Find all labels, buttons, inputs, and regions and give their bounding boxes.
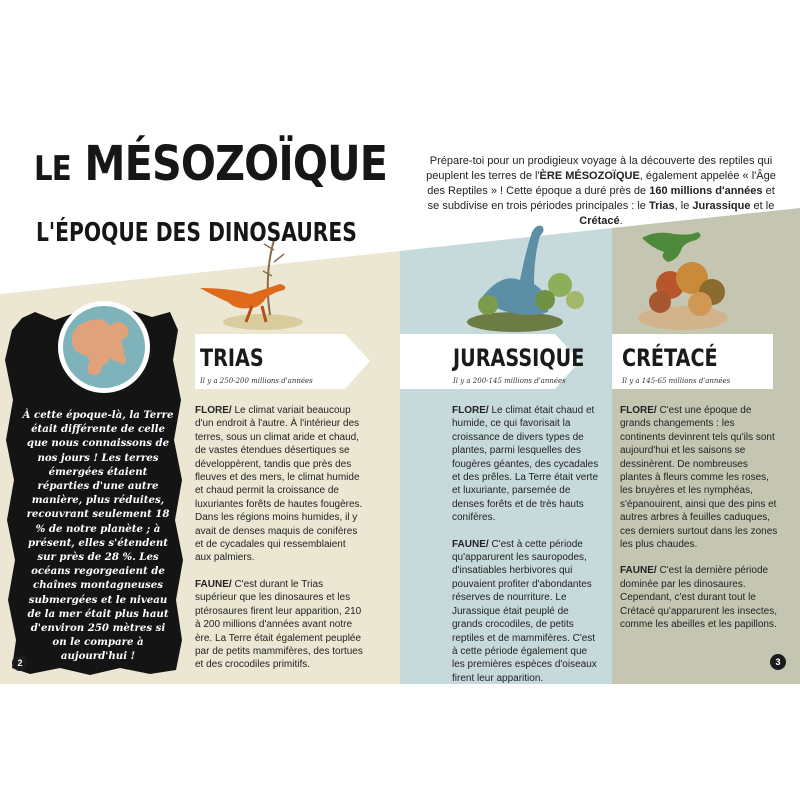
- page-number-right: 3: [770, 654, 786, 670]
- cretace-faune: [620, 564, 780, 631]
- trias-flore: [195, 404, 363, 565]
- intro-period-jurassique: Jurassique: [692, 200, 751, 212]
- title-article: LE: [34, 149, 71, 189]
- jurassique-faune: [452, 538, 602, 685]
- title-main-word: MÉSOZOÏQUE: [84, 136, 388, 192]
- cretace-flore: [620, 404, 780, 551]
- jurassique-flore: [452, 404, 602, 525]
- faune-text: C'est la dernière période dominée par les dinosaures. Cependant, c'est durant tout le Crétacé qu'apparurent les insectes, comme les abeilles et les papillons.: [620, 565, 777, 631]
- jurassique-dates: Il y a 200-145 millions d'années: [453, 377, 566, 385]
- faune-text: C'est à cette période qu'apparurent les sauropodes, d'insatiables herbivores qui pouvaient profiter d'abondantes réserves de nourriture. Le Jurassique était peuplé de grands crocodiles, de petits reptiles et de mammifères. C'est à cette période également que les premières espèces d'oiseaux firent leur apparition.: [452, 538, 597, 684]
- jurassique-column: [452, 404, 602, 698]
- intro-duration: 160 millions d'années: [649, 185, 763, 197]
- page-number-left: 2: [12, 655, 28, 671]
- intro-paragraph: [425, 154, 777, 229]
- intro-text: , le: [674, 200, 693, 212]
- faune-label: FAUNE/: [620, 565, 657, 577]
- flore-label: FLORE/: [620, 405, 657, 416]
- flore-text: C'est une époque de grands changements : les continents devinrent tels qu'ils sont aujourd'hui et les saisons se dessinèrent. De nombreuses plantes à fleurs comme les roses, les bruyères et les nymphéas, s'épanouirent, ainsi que des pins et autres arbres à feuilles caduques, ces derniers surtout dans les zones les plus chaudes.: [620, 405, 778, 551]
- intro-era: ÈRE MÉSOZOÏQUE: [539, 170, 640, 182]
- cretace-column: [620, 404, 780, 645]
- trias-faune: [195, 578, 363, 672]
- page-subtitle: L'ÉPOQUE DES DINOSAURES: [36, 218, 357, 248]
- intro-text: .: [619, 215, 623, 227]
- intro-text: et le: [750, 200, 775, 212]
- flore-label: FLORE/: [452, 405, 489, 416]
- intro-text: Prépare-toi pour un prodigieux voyage à la découverte des reptiles qui peuplent les terres de l': [426, 155, 773, 182]
- intro-text: et se subdivise en trois périodes principales : le: [427, 185, 775, 212]
- faune-label: FAUNE/: [195, 578, 232, 590]
- trias-title: TRIAS: [200, 344, 264, 372]
- jurassique-title: JURASSIQUE: [453, 344, 585, 372]
- faune-text: C'est durant le Trias supérieur que les dinosaures et les ptérosaures firent leur apparition, 210 à 200 millions d'années avant notre ère. La Terre était également peuplée par de petits mammifères, des tortues et des crocodiles primitifs.: [195, 578, 363, 671]
- cretace-title: CRÉTACÉ: [622, 344, 718, 372]
- trias-column: [195, 404, 363, 685]
- sidebar-note: À cette époque-là, la Terre était différente de celle que nous connaissons de nos jours ! Les terres émergées étaient réparties d'une autre manière, plus réduites, recouvrant seulement 18 % de notre planète ; à présent, elles s'étendent sur près de 28 %. Les océans regorgeaient de chaînes montagneuses submergées et le niveau de la mer était plus haut d'environ 250 mètres si on le compare à aujourd'hui !: [22, 409, 174, 663]
- flore-text: Le climat était chaud et humide, ce qui favorisait la croissance de divers types de plantes, parmi lesquelles des fougères géantes, des cycadales et des prêles. La Terre était verte et luxuriante, parsemée de denses forêts et de très hauts conifères.: [452, 405, 599, 524]
- flore-text: Le climat variait beaucoup d'un endroit à l'autre. À l'intérieur des terres, sous un climat aride et chaud, de vastes étendues désertiques se développèrent, tandis que près des fleuves et des mers, le climat humide et chaud permit la croissance de luxuriantes forêts de hautes fougères. Dans les régions moins humides, il y avait de denses maquis de conifères et de cycadales qui ressemblaient aux palmiers.: [195, 405, 363, 564]
- intro-text: , également appelée « l'Âge des Reptiles » ! Cette époque a duré près de: [427, 170, 776, 197]
- page-title: [34, 136, 388, 192]
- flore-label: FLORE/: [195, 405, 232, 416]
- intro-period-cretace: Crétacé: [579, 215, 620, 227]
- intro-period-trias: Trias: [648, 200, 675, 212]
- faune-label: FAUNE/: [452, 538, 489, 550]
- earth-map-icon: [58, 301, 150, 393]
- cretace-dates: Il y a 145-65 millions d'années: [622, 377, 731, 385]
- trias-dates: Il y a 250-200 millions d'années: [200, 377, 313, 385]
